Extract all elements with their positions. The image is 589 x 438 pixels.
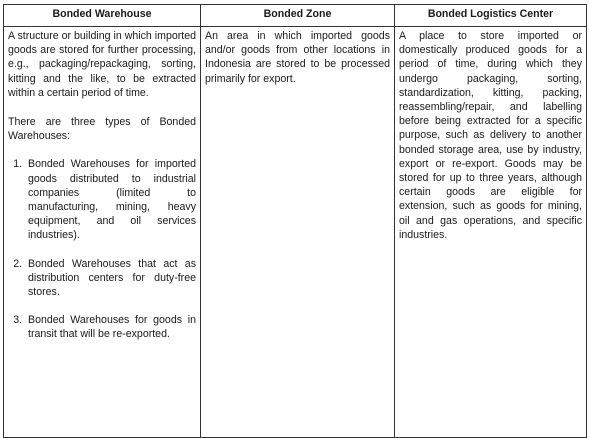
comparison-table xyxy=(3,4,587,438)
header-bonded-zone: Bonded Zone xyxy=(201,5,395,27)
header-row xyxy=(4,5,587,27)
warehouse-types-list xyxy=(8,157,196,341)
warehouse-type-item: 3. Bonded Warehouses for goods in transit that will be re-exported. xyxy=(25,313,196,341)
warehouse-description: A structure or building in which imported goods are stored for further processing, e.g., packaging/repackaging, sorting, kitting and the like, to be extracted within a certain period of time. xyxy=(8,30,196,99)
logistics-center-description: A place to store imported or domestically produced goods for a period of time, during which they undergo packaging, sorting, standardization, kitting, packing, reassembling/repair, and labelling before being extracted for a specific purpose, such as delivery to another bonded storage area, use by industry, export or re-export. Goods may be stored for up to three years, although certain goods are eligible for extension, such as goods for mining, oil and gas operations, and specific industries. xyxy=(399,30,582,241)
warehouse-types-intro: There are three types of Bonded Warehouses: xyxy=(8,116,196,143)
cell-bonded-warehouse xyxy=(4,27,201,438)
header-bonded-warehouse: Bonded Warehouse xyxy=(4,5,201,27)
body-row xyxy=(4,27,587,438)
cell-bonded-zone xyxy=(201,27,395,438)
warehouse-type-item: 2. Bonded Warehouses that act as distribution centers for duty-free stores. xyxy=(25,257,196,300)
header-bonded-logistics-center: Bonded Logistics Center xyxy=(395,5,587,27)
warehouse-type-item: 1. Bonded Warehouses for imported goods distributed to industrial companies (limited to manufacturing, mining, heavy equipment, and oil services industries). xyxy=(25,157,196,242)
cell-bonded-logistics-center xyxy=(395,27,587,438)
zone-description: An area in which imported goods and/or goods from other locations in Indonesia are stored to be processed primarily for export. xyxy=(205,30,390,85)
